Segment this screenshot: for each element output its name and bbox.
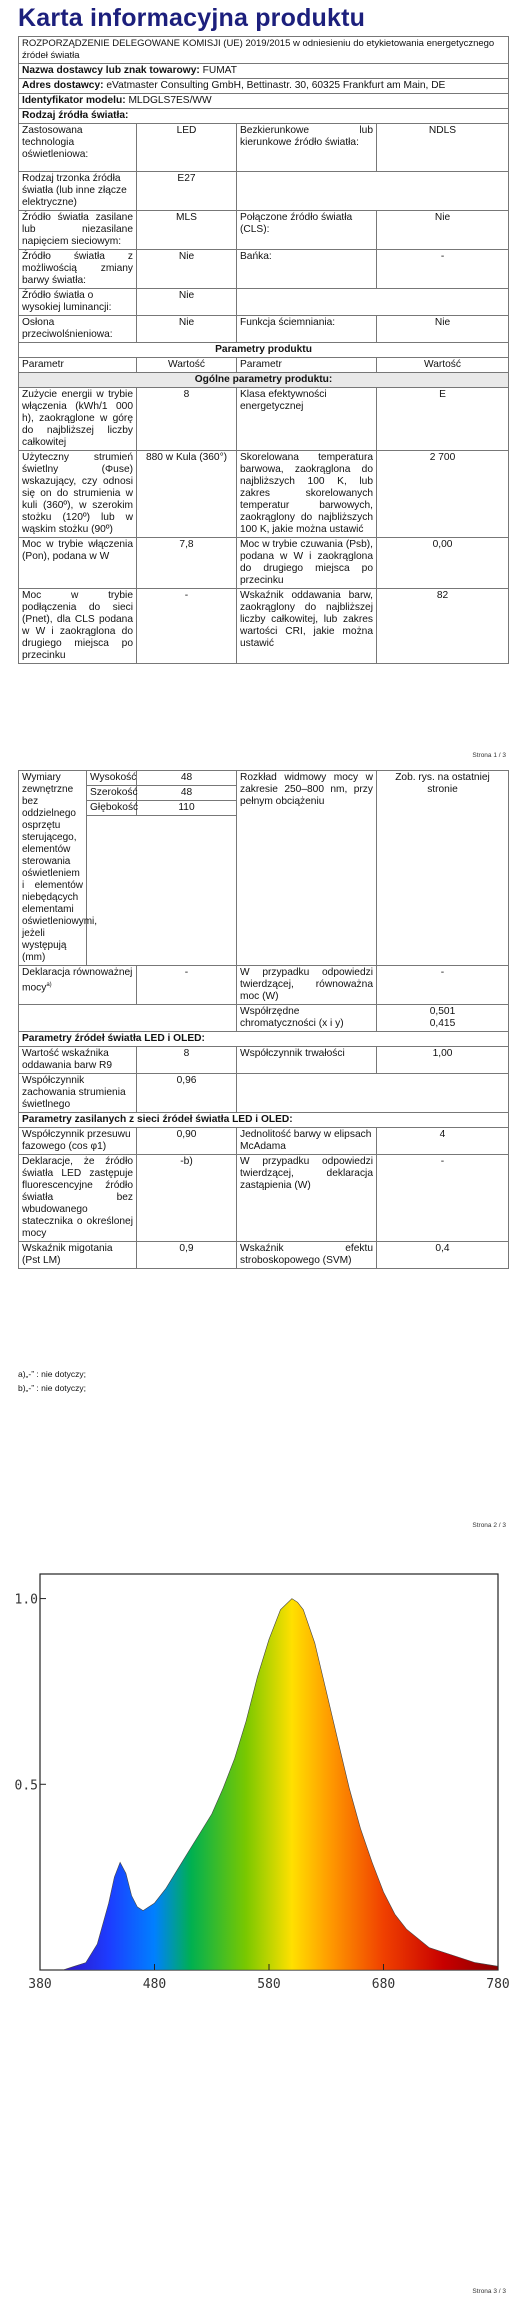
envelope-value: - (377, 250, 509, 289)
r9-label: Wartość wskaźnika oddawania barw R9 (19, 1047, 137, 1074)
model-value: MLDGLS7ES/WW (128, 95, 212, 106)
chromaticity-label: Współrzędne chromatyczności (x i y) (237, 1005, 377, 1032)
footnote-mark: a) (46, 982, 52, 988)
standby-power-label: Moc w trybie czuwania (Psb), podana w W i zaokrąglona do drugiego miejsca po przecinku (237, 538, 377, 589)
standby-power-value: 0,00 (377, 538, 509, 589)
cap-type-value: E27 (137, 172, 237, 211)
chromaticity-y: 0,415 (429, 1018, 456, 1029)
mains-label: Źródło światła zasilane lub niezasilane napięciem sieciowym: (19, 211, 137, 250)
width-value: 48 (137, 786, 237, 801)
spectral-chart (10, 1550, 510, 2030)
x-tick-label: 480 (142, 1977, 167, 1992)
supplier-row (19, 64, 509, 79)
flicker-label: Wskaźnik migotania (Pst LM) (19, 1242, 137, 1269)
cls-value: Nie (377, 211, 509, 250)
envelope-label: Bańka: (237, 250, 377, 289)
spectral-value: Zob. rys. na ostatniej stronie (377, 771, 509, 966)
luminous-flux-label: Użyteczny strumień świetlny (Φuse) wskazujący, czy odnosi się on do strumienia w kuli (360º), w szerokim stożku (120º) lub w wąskim stożku (90º) (19, 451, 137, 538)
mains-value: MLS (137, 211, 237, 250)
cap-type-label: Rodzaj trzonka źródła światła (lub inne złącze elektryczne) (19, 172, 137, 211)
colour-consistency-label: Jednolitość barwy w elipsach McAdama (237, 1128, 377, 1155)
network-power-value: - (137, 589, 237, 664)
source-type-header: Rodzaj źródła światła: (19, 109, 509, 124)
on-mode-power-label: Moc w trybie włączenia (Pon), podana w W (19, 538, 137, 589)
height-value: 48 (137, 771, 237, 786)
cri-value: 82 (377, 589, 509, 664)
col-value: Wartość (377, 358, 509, 373)
empty-cell (237, 172, 509, 211)
color-tunable-value: Nie (137, 250, 237, 289)
info-table (18, 36, 509, 664)
directional-label: Bezkierunkowe lub kierunkowe źródło światła: (237, 124, 377, 172)
footnote-b: b)„-” : nie dotyczy; (18, 1383, 87, 1393)
high-luminance-value: Nie (137, 289, 237, 316)
page-2 (0, 770, 518, 1535)
high-luminance-label: Źródło światła o wysokiej luminancji: (19, 289, 137, 316)
mains-header: Parametry zasilanych z sieci źródeł światła LED i OLED: (19, 1113, 509, 1128)
efficiency-class-label: Klasa efektywności energetycznej (237, 388, 377, 451)
depth-value: 110 (137, 801, 237, 816)
technology-label: Zastosowana technologia oświetleniowa: (19, 124, 137, 172)
efficiency-class-value: E (377, 388, 509, 451)
empty-cell (237, 289, 509, 316)
displacement-factor-value: 0,90 (137, 1128, 237, 1155)
y-tick-label: 1.0 (14, 1592, 38, 1608)
equivalent-watt-value: - (377, 966, 509, 1005)
info-table-continued (18, 770, 509, 1269)
equivalent-watt-label: W przypadku odpowiedzi twierdzącej, równoważna moc (W) (237, 966, 377, 1005)
equivalent-power-value: - (137, 966, 237, 1005)
params-header: Parametry produktu (19, 343, 509, 358)
x-tick-label: 580 (257, 1977, 281, 1992)
equivalent-power-label: Deklaracja równoważnej mocy$^{a)}$ (19, 966, 137, 1005)
empty-cell (19, 1005, 237, 1032)
dimensions-label: Wymiary zewnętrzne bez oddzielnego osprzętu sterującego, elementów sterowania oświetleniem i elementów niebędących elementami oświetleniowymi, jeżeli występują (mm) (19, 771, 87, 966)
chromaticity-x: 0,501 (429, 1006, 456, 1017)
replacement-watt-value: - (377, 1155, 509, 1242)
replacement-watt-label: W przypadku odpowiedzi twierdzącej, deklaracja zastąpienia (W) (237, 1155, 377, 1242)
r9-value: 8 (137, 1047, 237, 1074)
network-power-label: Moc w trybie podłączenia do sieci (Pnet), dla CLS podana w W i zaokrąglona do drugiego miejsca po przecinku (19, 589, 137, 664)
displacement-factor-label: Współczynnik przesuwu fazowego (cos φ1) (19, 1128, 137, 1155)
survival-factor-label: Współczynnik trwałości (237, 1047, 377, 1074)
depth-label: Głębokość (87, 801, 137, 816)
regulation-text: ROZPORZĄDZENIE DELEGOWANE KOMISJI (UE) 2019/2015 w odniesieniu do etykietowania energetycznego źródeł światła (19, 37, 509, 64)
address-label: Adres dostawcy: (22, 80, 104, 91)
address-row (19, 79, 509, 94)
directional-value: NDLS (377, 124, 509, 172)
col-value: Wartość (137, 358, 237, 373)
general-header: Ogólne parametry produktu: (19, 373, 509, 388)
empty-cell (87, 816, 237, 966)
empty-cell (237, 1074, 509, 1113)
model-label: Identyfikator modelu: (22, 95, 126, 106)
dimmable-value: Nie (377, 316, 509, 343)
x-tick-label: 380 (28, 1977, 52, 1992)
chromaticity-value (377, 1005, 509, 1032)
color-tunable-label: Źródło światła z możliwością zmiany barwy światła: (19, 250, 137, 289)
technology-value: LED (137, 124, 237, 172)
address-value: eVatmaster Consulting GmbH, Bettinastr. 30, 60325 Frankfurt am Main, DE (106, 80, 446, 91)
supplier-value: FUMAT (202, 65, 237, 76)
col-param: Parametr (19, 358, 137, 373)
width-label: Szerokość (87, 786, 137, 801)
spectral-label: Rozkład widmowy mocy w zakresie 250–800 nm, przy pełnym obciążeniu (237, 771, 377, 966)
lumen-maintenance-value: 0,96 (137, 1074, 237, 1113)
cct-label: Skorelowana temperatura barwowa, zaokrąglona do najbliższych 100 K, lub zakres skorelowanych temperatur barwowych, zaokrąglony do najbliższych 100 K, jakie można ustawić (237, 451, 377, 538)
cls-label: Połączone źródło światła (CLS): (237, 211, 377, 250)
page-number: Strona 1 / 3 (472, 752, 506, 759)
model-row (19, 94, 509, 109)
stroboscopic-value: 0,4 (377, 1242, 509, 1269)
page-number: Strona 3 / 3 (472, 2288, 506, 2295)
x-tick-label: 780 (486, 1977, 510, 1992)
page-number: Strona 2 / 3 (472, 1522, 506, 1529)
y-tick-label: 0.5 (14, 1778, 38, 1794)
led-header: Parametry źródeł światła LED i OLED: (19, 1032, 509, 1047)
on-mode-power-value: 7,8 (137, 538, 237, 589)
spectral-chart-svg (10, 1550, 510, 2030)
footnote-a: a)„-” : nie dotyczy; (18, 1369, 87, 1379)
cri-label: Wskaźnik oddawania barw, zaokrąglony do najbliższej liczby całkowitej, lub zakres wartości CRI, jakie można ustawić (237, 589, 377, 664)
replacement-claim-label: Deklaracje, że źródło światła LED zastępuje fluorescencyjne źródło światła bez wbudowanego statecznika o określonej mocy (19, 1155, 137, 1242)
supplier-label: Nazwa dostawcy lub znak towarowy: (22, 65, 200, 76)
page-title: Karta informacyjna produktu (18, 4, 366, 32)
lumen-maintenance-label: Współczynnik zachowania strumienia świetlnego (19, 1074, 137, 1113)
survival-factor-value: 1,00 (377, 1047, 509, 1074)
page-1 (0, 0, 518, 765)
flicker-value: 0,9 (137, 1242, 237, 1269)
energy-label: Zużycie energii w trybie włączenia (kWh/1 000 h), zaokrąglone w górę do najbliższej liczby całkowitej (19, 388, 137, 451)
x-tick-label: 680 (371, 1977, 396, 1992)
height-label: Wysokość (87, 771, 137, 786)
dimmable-label: Funkcja ściemniania: (237, 316, 377, 343)
colour-consistency-value: 4 (377, 1128, 509, 1155)
cct-value: 2 700 (377, 451, 509, 538)
luminous-flux-value: 880 w Kula (360°) (137, 451, 237, 538)
glare-shield-value: Nie (137, 316, 237, 343)
energy-value: 8 (137, 388, 237, 451)
glare-shield-label: Osłona przeciwolśnieniowa: (19, 316, 137, 343)
stroboscopic-label: Wskaźnik efektu stroboskopowego (SVM) (237, 1242, 377, 1269)
col-param: Parametr (237, 358, 377, 373)
replacement-claim-value: -b) (137, 1155, 237, 1242)
